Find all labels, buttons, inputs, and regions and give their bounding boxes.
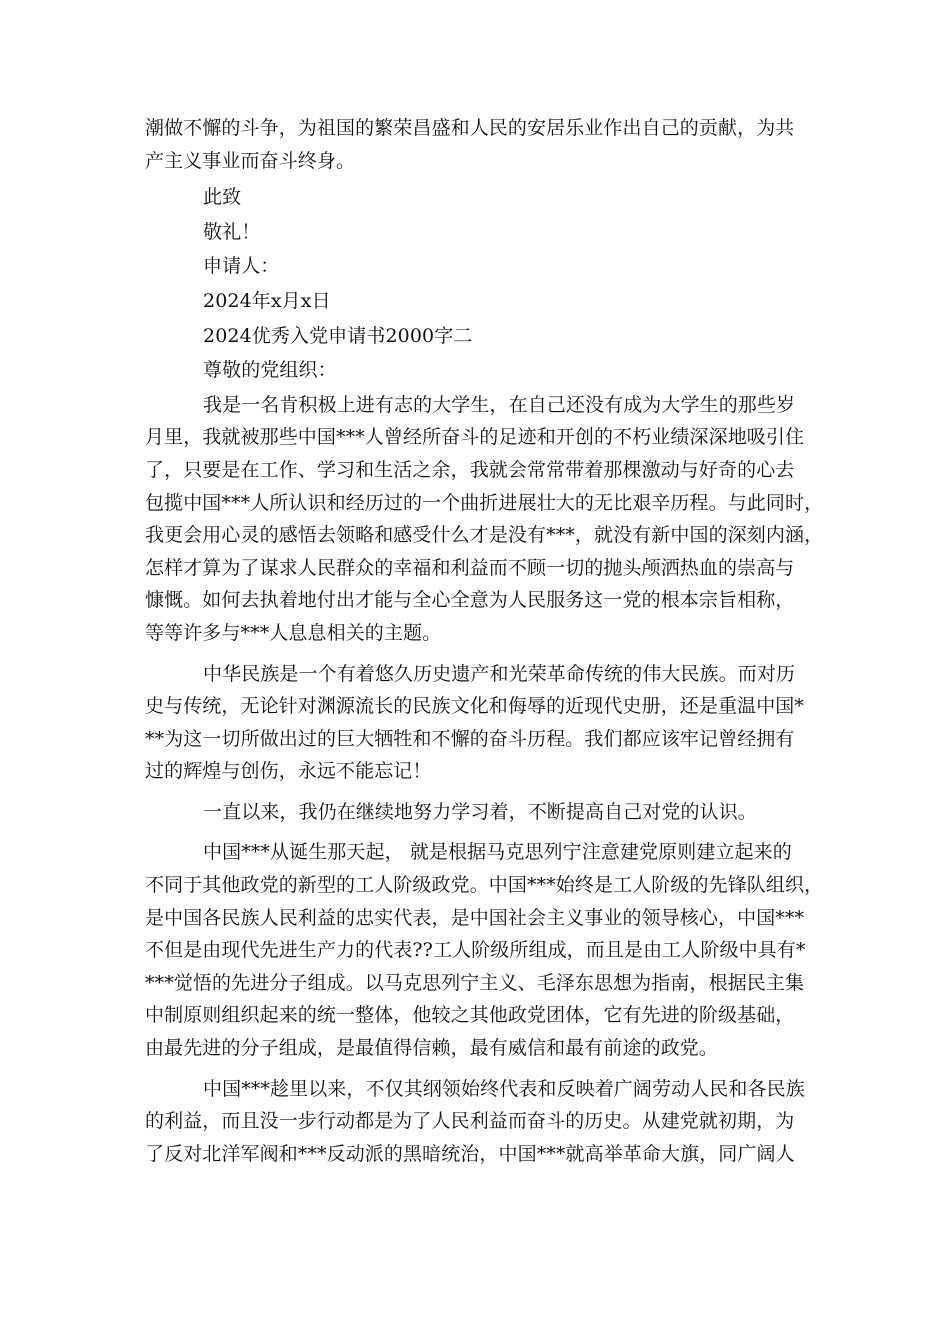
paragraph-line: 史与传统，无论针对渊源流长的民族文化和侮辱的近现代史册，还是重温中国* [145,695,805,718]
closing-salutation: 此致 [203,186,242,209]
paragraph-line: 了，只要是在工作、学习和生活之余，我就会常常带着那棵激动与好奇的心去 [145,458,795,481]
paragraph-line: 不但是由现代先进生产力的代表??工人阶级所组成，而且是由工人阶级中具有* [145,939,806,962]
text-line: 产主义事业而奋斗终身。 [145,149,356,172]
paragraph-line: 月里，我就被那些中国***人曾经所奋斗的足迹和开创的不朽业绩深深地吸引住 [145,426,805,449]
paragraph-line: 了反对北洋军阀和***反动派的黑暗统治，中国***就高举革命大旗，同广阔人 [145,1142,795,1165]
paragraph-line: 慷慨。如何去执着地付出才能与全心全意为人民服务这一党的根本宗旨相称， [145,589,795,612]
paragraph-line: 中国***趁里以来，不仅其纲领始终代表和反映着广阔劳动人民和各民族 [203,1077,805,1100]
paragraph-line: **为这一切所做出过的巨大牺牲和不懈的奋斗历程。我们都应该牢记曾经拥有 [145,727,795,750]
paragraph-line: 不同于其他政党的新型的工人阶级政党。中国***始终是工人阶级的先锋队组织， [145,874,824,897]
paragraph-line: 我更会用心灵的感悟去领略和感受什么才是没有***，就没有新中国的深刻内涵， [145,524,824,547]
closing-regards: 敬礼！ [203,220,261,243]
document-body [145,112,824,1170]
paragraph-line: 我是一名肯积极上进有志的大学生，在自己还没有成为大学生的那些岁 [203,393,796,416]
greeting: 尊敬的党组织： [203,359,337,382]
section-heading: 2024优秀入党申请书2000字二 [203,324,473,347]
paragraph-line: ***觉悟的先进分子组成。以马克思列宁主义、毛泽东思想为指南，根据民主集 [145,971,805,994]
paragraph-line: 包揽中国***人所认识和经历过的一个曲折进展壮大的无比艰辛历程。与此同时， [145,491,824,514]
text-line: 潮做不懈的斗争，为祖国的繁荣昌盛和人民的安居乐业作出自己的贡献，为共 [145,117,795,139]
paragraph-line: 中制原则组织起来的统一整体，他较之其他政党团体，它有先进的阶级基础， [145,1004,795,1027]
paragraph-line: 等等许多与***人息息相关的主题。 [145,621,442,644]
paragraph-line: 怎样才算为了谋求人民群众的幸福和利益而不顾一切的抛头颅洒热血的崇高与 [145,556,795,579]
paragraph-line: 一直以来，我仍在继续地努力学习着，不断提高自己对党的认识。 [203,800,757,823]
paragraph-line: 是中国各民族人民利益的忠实代表，是中国社会主义事业的领导核心，中国*** [145,906,805,929]
applicant-label: 申请人： [203,255,280,278]
paragraph-line: 过的辉煌与创伤，永远不能忘记！ [145,760,432,783]
date-line: 2024年x月x日 [203,289,331,312]
paragraph-line: 中华民族是一个有着悠久历史遗产和光荣革命传统的伟大民族。而对历 [203,662,796,685]
paragraph-line: 由最先进的分子组成，是最值得信赖，最有威信和最有前途的政党。 [145,1037,719,1060]
paragraph-line: 中国***从诞生那天起， 就是根据马克思列宁注意建党原则建立起来的 [203,841,792,864]
paragraph-line: 的利益，而且没一步行动都是为了人民利益而奋斗的历史。从建党就初期，为 [145,1110,795,1133]
